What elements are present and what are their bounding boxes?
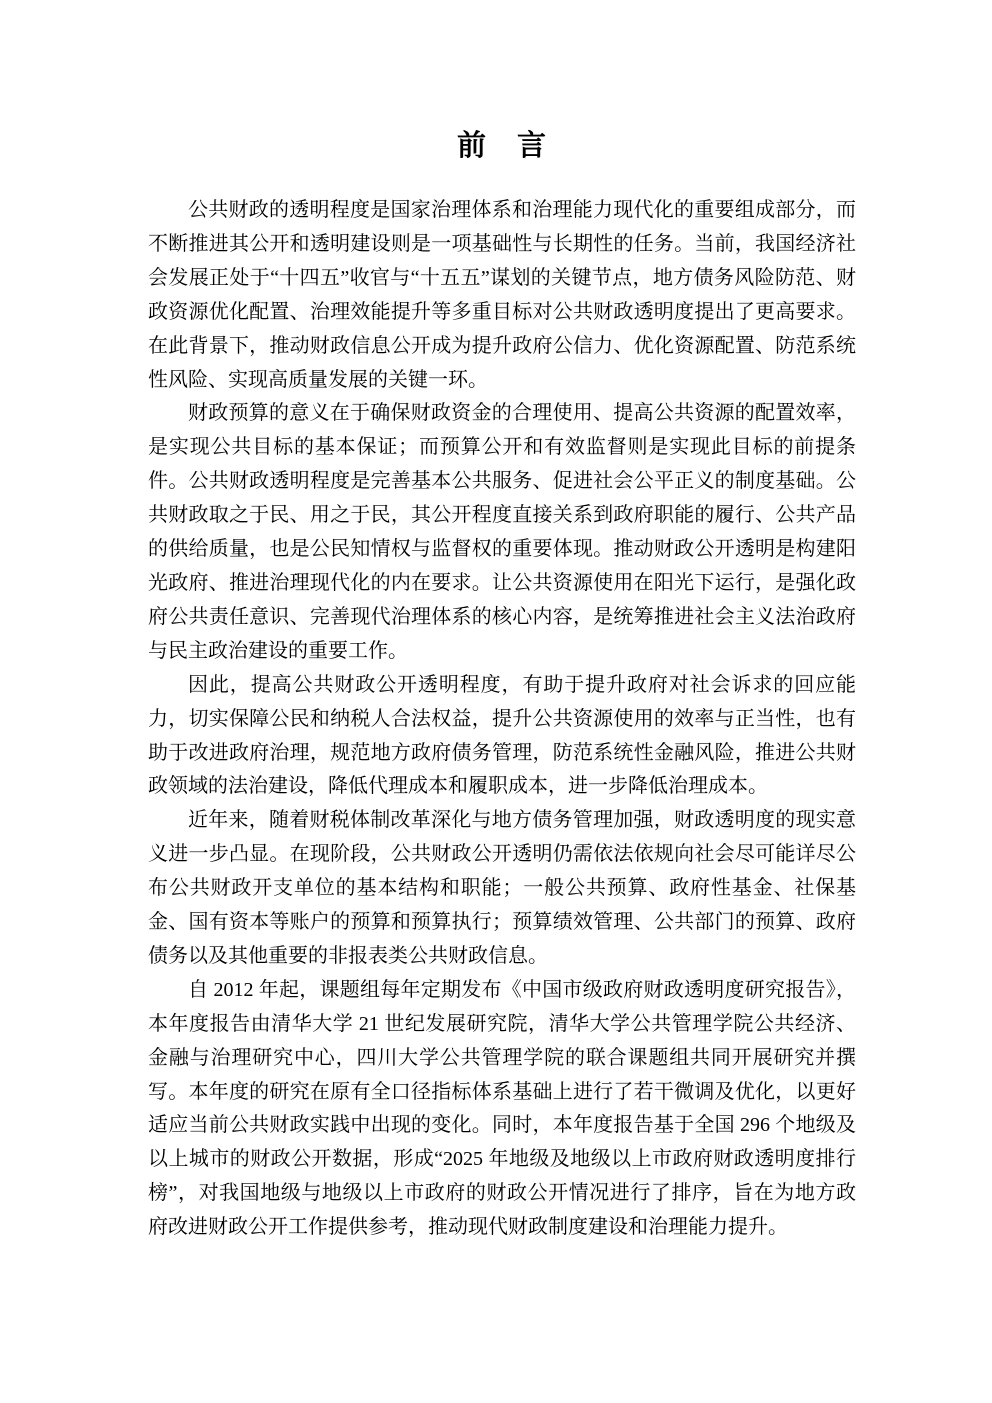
- document-content: [148, 126, 856, 1245]
- paragraph-1: 公共财政的透明程度是国家治理体系和治理能力现代化的重要组成部分，而不断推进其公开和透明建设则是一项基础性与长期性的任务。当前，我国经济社会发展正处于“十四五”收官与“十五五”谋划的关键节点，地方债务风险防范、财政资源优化配置、治理效能提升等多重目标对公共财政透明度提出了更高要求。在此背景下，推动财政信息公开成为提升政府公信力、优化资源配置、防范系统性风险、实现高质量发展的关键一环。: [148, 199, 856, 391]
- paragraph-4: 近年来，随着财税体制改革深化与地方债务管理加强，财政透明度的现实意义进一步凸显。在现阶段，公共财政公开透明仍需依法依规向社会尽可能详尽公布公共财政开支单位的基本结构和职能；一般公共预算、政府性基金、社保基金、国有资本等账户的预算和预算执行；预算绩效管理、公共部门的预算、政府债务以及其他重要的非报表类公共财政信息。: [148, 809, 856, 967]
- page-title: 前 言: [456, 130, 547, 162]
- paragraph-5: 自 2012 年起，课题组每年定期发布《中国市级政府财政透明度研究报告》，本年度报告由清华大学 21 世纪发展研究院，清华大学公共管理学院公共经济、金融与治理研究中心，四川大学公共管理学院的联合课题组共同开展研究并撰写。本年度的研究在原有全口径指标体系基础上进行了若干微调及优化，以更好适应当前公共财政实践中出现的变化。同时，本年度报告基于全国 296 个地级及以上城市的财政公开数据，形成“2025 年地级及地级以上市政府财政透明度排行榜”，对我国地级与地级以上市政府的财政公开情况进行了排序，旨在为地方政府改进财政公开工作提供参考，推动现代财政制度建设和治理能力提升。: [148, 978, 856, 1239]
- paragraph-2: 财政预算的意义在于确保财政资金的合理使用、提高公共资源的配置效率，是实现公共目标的基本保证；而预算公开和有效监督则是实现此目标的前提条件。公共财政透明程度是完善基本公共服务、促进社会公平正义的制度基础。公共财政取之于民、用之于民，其公开程度直接关系到政府职能的履行、公共产品的供给质量，也是公民知情权与监督权的重要体现。推动财政公开透明是构建阳光政府、推进治理现代化的内在要求。让公共资源使用在阳光下运行，是强化政府公共责任意识、完善现代治理体系的核心内容，是统筹推进社会主义法治政府与民主政治建设的重要工作。: [148, 402, 856, 662]
- paragraph-3: 因此，提高公共财政公开透明程度，有助于提升政府对社会诉求的回应能力，切实保障公民和纳税人合法权益，提升公共资源使用的效率与正当性，也有助于改进政府治理，规范地方政府债务管理，防范系统性金融风险，推进公共财政领域的法治建设，降低代理成本和履职成本，进一步降低治理成本。: [148, 673, 856, 798]
